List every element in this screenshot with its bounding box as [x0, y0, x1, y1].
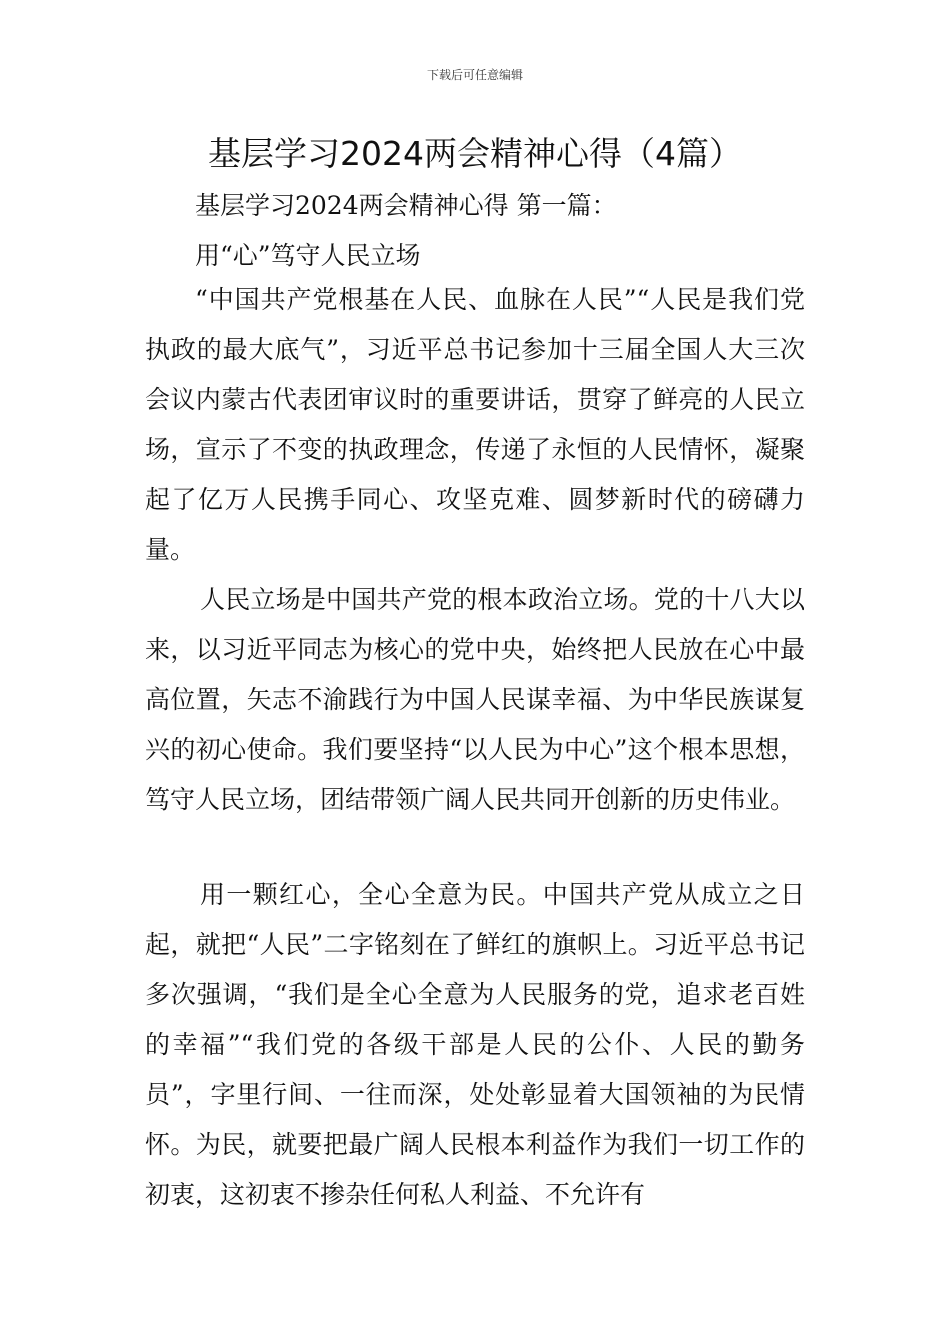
subtitle: 基层学习2024两会精神心得 第一篇：	[195, 191, 617, 220]
section-heading: 用“心”笃守人民立场	[195, 241, 421, 270]
paragraph-3: 用一颗红心，全心全意为民。中国共产党从成立之日起，就把“人民”二字铭刻在了鲜红的旗帜上。习近平总书记多次强调，“我们是全心全意为人民服务的党，追求老百姓的幸福”“我们党的各级干部是人民的公仆、人民的勤务员”，字里行间、一往而深，处处彰显着大国领袖的为民情怀。为民，就要把最广阔人民根本利益作为我们一切工作的初衷，这初衷不掺杂任何私人利益、不允许有	[145, 880, 805, 1209]
paragraph-1: “中国共产党根基在人民、血脉在人民”“人民是我们党执政的最大底气”，习近平总书记参加十三届全国人大三次会议内蒙古代表团审议时的重要讲话，贯穿了鲜亮的人民立场，宣示了不变的执政理念，传递了永恒的人民情怀，凝聚起了亿万人民携手同心、攻坚克难、圆梦新时代的磅礴力量。	[145, 285, 805, 564]
header-note: 下载后可任意编辑	[426, 68, 523, 82]
document-title: 基层学习2024两会精神心得（4篇）	[208, 134, 742, 173]
paragraph-2: 人民立场是中国共产党的根本政治立场。党的十八大以来，以习近平同志为核心的党中央，始终把人民放在心中最高位置，矢志不渝践行为中国人民谋幸福、为中华民族谋复兴的初心使命。我们要坚持“以人民为中心”这个根本思想，笃守人民立场，团结带领广阔人民共同开创新的历史伟业。	[145, 585, 805, 814]
